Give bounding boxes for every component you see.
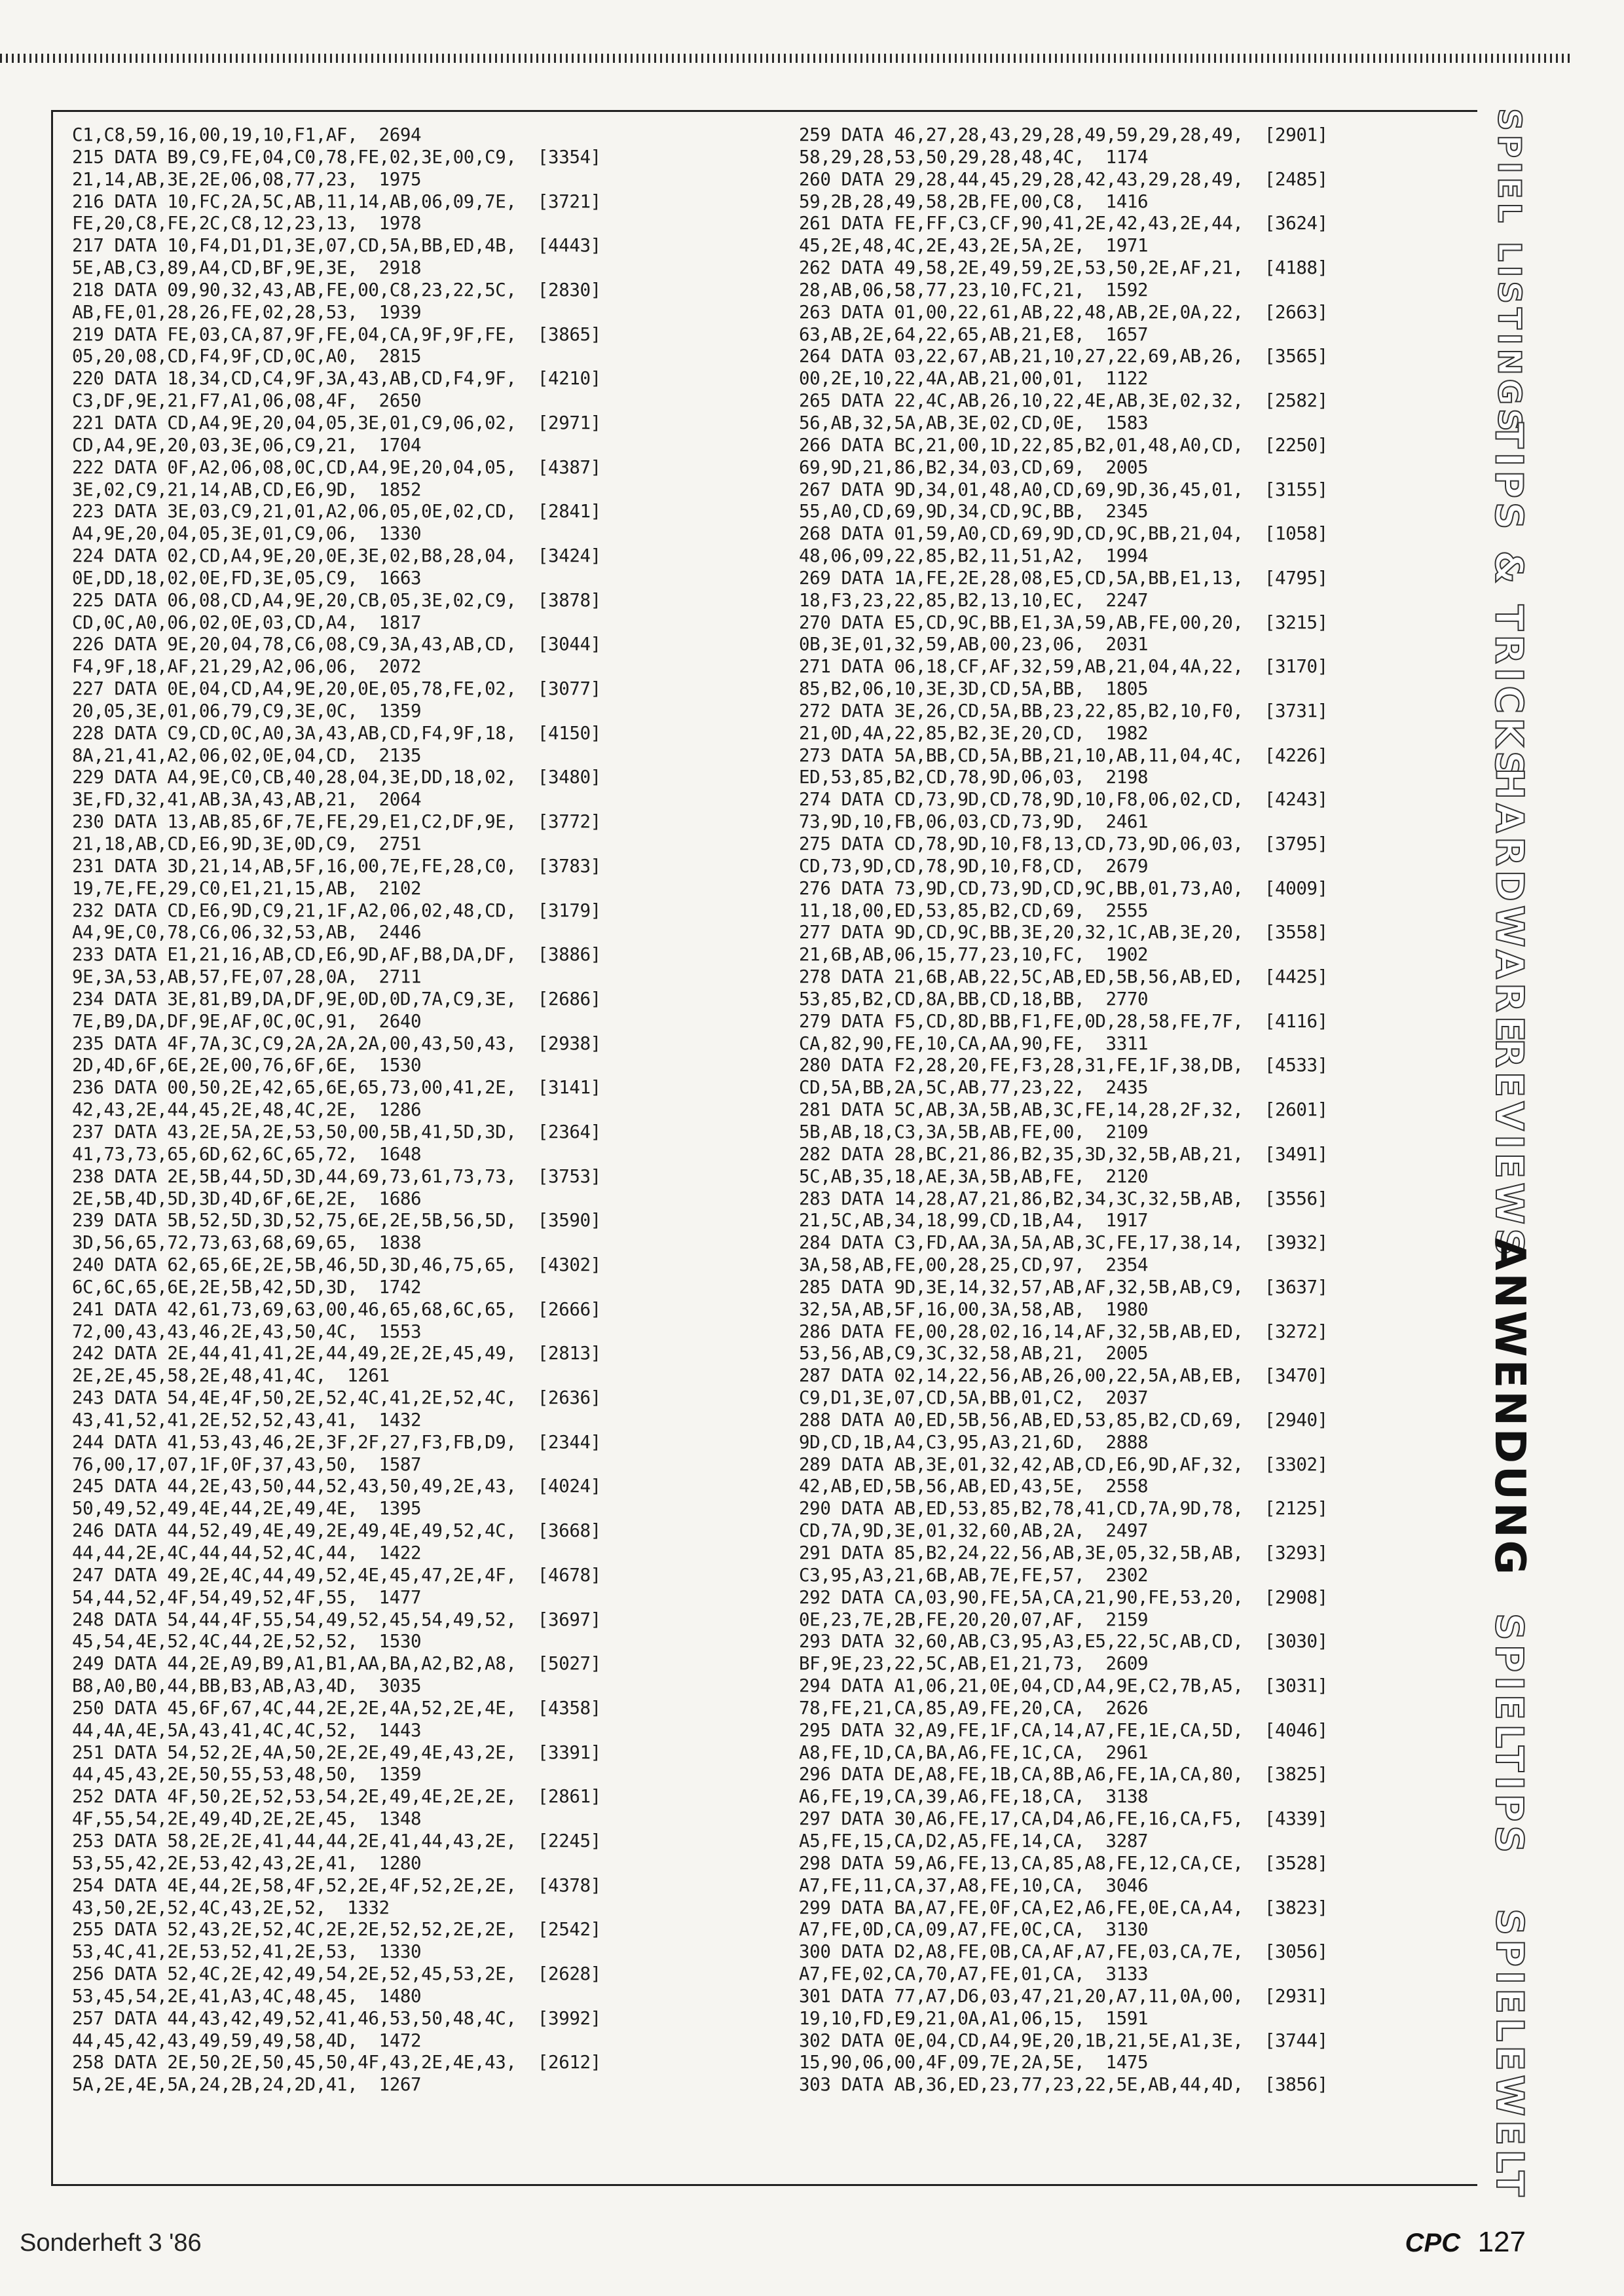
listing-line: A4,9E,C0,78,C6,06,32,53,AB, 2446 [72, 922, 422, 943]
listing-line: 302 DATA 0E,04,CD,A4,9E,20,1B,21,5E,A1,3E, [3744] [799, 2030, 1328, 2051]
listing-line: 267 DATA 9D,34,01,48,A0,CD,69,9D,36,45,01, [3155] [799, 479, 1328, 500]
listing-line: 285 DATA 9D,3E,14,32,57,AB,AF,32,5B,AB,C9, [3637] [799, 1276, 1328, 1298]
listing-line: 5B,AB,18,C3,3A,5B,AB,FE,00, 2109 [799, 1121, 1149, 1142]
listing-line: 15,90,06,00,4F,09,7E,2A,5E, 1475 [799, 2052, 1149, 2073]
listing-line: 9E,3A,53,AB,57,FE,07,28,0A, 2711 [72, 966, 422, 988]
listing-line: 252 DATA 4F,50,2E,52,53,54,2E,49,4E,2E,2E, [2861] [72, 1786, 601, 1808]
listing-line: 256 DATA 52,4C,2E,42,49,54,2E,52,45,53,2E, [2628] [72, 1963, 601, 1985]
listing-line: 278 DATA 21,6B,AB,22,5C,AB,ED,5B,56,AB,ED, [4425] [799, 966, 1328, 988]
sidebar-tab-label: ANWENDUNG [1485, 1237, 1534, 1578]
listing-line: 243 DATA 54,4E,4F,50,2E,52,4C,41,2E,52,4C, [2636] [72, 1387, 601, 1409]
sidebar-tab-label: SPIELTIPS [1487, 1613, 1532, 1857]
sidebar-tab-label: TIPS & TRICKS [1487, 422, 1532, 782]
sidebar-tab-label: HARDWARE [1487, 767, 1532, 1046]
magazine-logo: CPC [1405, 2229, 1461, 2257]
listing-line: 288 DATA A0,ED,5B,56,AB,ED,53,85,B2,CD,69, [2940] [799, 1409, 1328, 1430]
listing-line: 2D,4D,6F,6E,2E,00,76,6F,6E, 1530 [72, 1055, 422, 1076]
listing-line: 265 DATA 22,4C,AB,26,10,22,4E,AB,3E,02,32, [2582] [799, 390, 1328, 412]
listing-line: 272 DATA 3E,26,CD,5A,BB,23,22,85,B2,10,F0, [3731] [799, 700, 1328, 721]
listing-line: 28,AB,06,58,77,23,10,FC,21, 1592 [799, 279, 1149, 301]
listing-line: 50,49,52,49,4E,44,2E,49,4E, 1395 [72, 1498, 422, 1520]
listing-line: 76,00,17,07,1F,0F,37,43,50, 1587 [72, 1453, 422, 1475]
listing-line: 245 DATA 44,2E,43,50,44,52,43,50,49,2E,43, [4024] [72, 1476, 601, 1497]
listing-line: 219 DATA FE,03,CA,87,9F,FE,04,CA,9F,9F,FE, [3865] [72, 323, 601, 345]
listing-line: 225 DATA 06,08,CD,A4,9E,20,CB,05,3E,02,C9, [3878] [72, 589, 601, 611]
listing-line: 289 DATA AB,3E,01,32,42,AB,CD,E6,9D,AF,32, [3302] [799, 1453, 1328, 1475]
listing-line: 281 DATA 5C,AB,3A,5B,AB,3C,FE,14,28,2F,32, [2601] [799, 1099, 1328, 1121]
listing-line: 44,4A,4E,5A,43,41,4C,4C,52, 1443 [72, 1719, 422, 1741]
listing-line: 41,73,73,65,6D,62,6C,65,72, 1648 [72, 1143, 422, 1165]
listing-line: 21,14,AB,3E,2E,06,08,77,23, 1975 [72, 168, 422, 190]
listing-line: 3E,02,C9,21,14,AB,CD,E6,9D, 1852 [72, 479, 422, 500]
listing-line: 43,50,2E,52,4C,43,2E,52, 1332 [72, 1897, 390, 1918]
listing-line: 241 DATA 42,61,73,69,63,00,46,65,68,6C,65, [2666] [72, 1298, 601, 1320]
listing-line: 253 DATA 58,2E,2E,41,44,44,2E,41,44,43,2E, [2245] [72, 1830, 601, 1851]
page-footer [1405, 2226, 1526, 2259]
listing-line: 00,2E,10,22,4A,AB,21,00,01, 1122 [799, 368, 1149, 390]
listing-line: 301 DATA 77,A7,D6,03,47,21,20,A7,11,0A,00, [2931] [799, 1985, 1328, 2007]
listing-line: 5A,2E,4E,5A,24,2B,24,2D,41, 1267 [72, 2074, 422, 2096]
listing-line: 276 DATA 73,9D,CD,73,9D,CD,9C,BB,01,73,A0, [4009] [799, 877, 1328, 899]
listing-line: 223 DATA 3E,03,C9,21,01,A2,06,05,0E,02,CD, [2841] [72, 501, 601, 522]
listing-line: 63,AB,2E,64,22,65,AB,21,E8, 1657 [799, 323, 1149, 345]
listing-line: F4,9F,18,AF,21,29,A2,06,06, 2072 [72, 656, 422, 678]
listing-line: 44,45,42,43,49,59,49,58,4D, 1472 [72, 2030, 422, 2051]
listing-line: 277 DATA 9D,CD,9C,BB,3E,20,32,1C,AB,3E,20, [3558] [799, 922, 1328, 943]
listing-line: 3D,56,65,72,73,63,68,69,65, 1838 [72, 1232, 422, 1254]
listing-line: 55,A0,CD,69,9D,34,CD,9C,BB, 2345 [799, 501, 1149, 522]
listing-line: 300 DATA D2,A8,FE,0B,CA,AF,A7,FE,03,CA,7E, [3056] [799, 1941, 1328, 1963]
listing-line: 4F,55,54,2E,49,4D,2E,2E,45, 1348 [72, 1808, 422, 1830]
listing-line: 222 DATA 0F,A2,06,08,0C,CD,A4,9E,20,04,05, [4387] [72, 456, 601, 478]
listing-line: 268 DATA 01,59,A0,CD,69,9D,CD,9C,BB,21,04, [1058] [799, 523, 1328, 545]
listing-line: A7,FE,02,CA,70,A7,FE,01,CA, 3133 [799, 1963, 1149, 1985]
listing-line: 229 DATA A4,9E,C0,CB,40,28,04,3E,DD,18,02, [3480] [72, 767, 601, 788]
listing-line: 284 DATA C3,FD,AA,3A,5A,AB,3C,FE,17,38,14, [3932] [799, 1232, 1328, 1254]
listing-line: 19,10,FD,E9,21,0A,A1,06,15, 1591 [799, 2007, 1149, 2029]
listing-line: AB,FE,01,28,26,FE,02,28,53, 1939 [72, 301, 422, 323]
listing-line: C1,C8,59,16,00,19,10,F1,AF, 2694 [72, 124, 422, 145]
listing-line: 2E,2E,45,58,2E,48,41,4C, 1261 [72, 1365, 390, 1387]
listing-line: C9,D1,3E,07,CD,5A,BB,01,C2, 2037 [799, 1387, 1149, 1409]
listing-line: 21,6B,AB,06,15,77,23,10,FC, 1902 [799, 944, 1149, 966]
listing-line: 53,45,54,2E,41,A3,4C,48,45, 1480 [72, 1985, 422, 2007]
listing-line: 3E,FD,32,41,AB,3A,43,AB,21, 2064 [72, 789, 422, 811]
listing-column-left [72, 124, 766, 2096]
listing-line: 53,55,42,2E,53,42,43,2E,41, 1280 [72, 1852, 422, 1874]
listing-line: 78,FE,21,CA,85,A9,FE,20,CA, 2626 [799, 1697, 1149, 1719]
top-rule [0, 54, 1572, 63]
listing-line: 297 DATA 30,A6,FE,17,CA,D4,A6,FE,16,CA,F5, [4339] [799, 1808, 1328, 1830]
listing-line: 270 DATA E5,CD,9C,BB,E1,3A,59,AB,FE,00,20, [3215] [799, 611, 1328, 633]
listing-line: 21,0D,4A,22,85,B2,3E,20,CD, 1982 [799, 722, 1149, 744]
sidebar-tab[interactable] [1473, 422, 1545, 782]
listing-line: 294 DATA A1,06,21,0E,04,CD,A4,9E,C2,7B,A5, [3031] [799, 1675, 1328, 1697]
listing-line: 45,54,4E,52,4C,44,2E,52,52, 1530 [72, 1631, 422, 1652]
listing-line: 236 DATA 00,50,2E,42,65,6E,65,73,00,41,2E, [3141] [72, 1077, 601, 1099]
listing-line: 58,29,28,53,50,29,28,48,4C, 1174 [799, 146, 1149, 168]
listing-line: 247 DATA 49,2E,4C,44,49,52,4E,45,47,2E,4F, [4678] [72, 1564, 601, 1586]
listing-line: 44,44,2E,4C,44,44,52,4C,44, 1422 [72, 1542, 422, 1563]
listing-line: 11,18,00,ED,53,85,B2,CD,69, 2555 [799, 900, 1149, 921]
listing-line: 296 DATA DE,A8,FE,1B,CA,8B,A6,FE,1A,CA,80, [3825] [799, 1764, 1328, 1785]
listing-line: 72,00,43,43,46,2E,43,50,4C, 1553 [72, 1321, 422, 1342]
listing-line: 216 DATA 10,FC,2A,5C,AB,11,14,AB,06,09,7E, [3721] [72, 191, 601, 212]
sidebar-tab[interactable] [1473, 1908, 1545, 2200]
sidebar-tab[interactable] [1473, 1237, 1545, 1578]
listing-line: A8,FE,1D,CA,BA,A6,FE,1C,CA, 2961 [799, 1741, 1149, 1763]
listing-line: 250 DATA 45,6F,67,4C,44,2E,2E,4A,52,2E,4E, [4358] [72, 1697, 601, 1719]
listing-line: 21,18,AB,CD,E6,9D,3E,0D,C9, 2751 [72, 833, 422, 854]
listing-line: 260 DATA 29,28,44,45,29,28,42,43,29,28,49, [2485] [799, 168, 1328, 190]
listing-line: 254 DATA 4E,44,2E,58,4F,52,2E,4F,52,2E,2E, [4378] [72, 1874, 601, 1896]
listing-line: 283 DATA 14,28,A7,21,86,B2,34,3C,32,5B,AB, [3556] [799, 1188, 1328, 1209]
listing-line: 217 DATA 10,F4,D1,D1,3E,07,CD,5A,BB,ED,4B, [4443] [72, 235, 601, 257]
listing-line: 6C,6C,65,6E,2E,5B,42,5D,3D, 1742 [72, 1276, 422, 1298]
listing-line: 42,AB,ED,5B,56,AB,ED,43,5E, 2558 [799, 1476, 1149, 1497]
listing-line: 231 DATA 3D,21,14,AB,5F,16,00,7E,FE,28,C0, [3783] [72, 855, 601, 877]
page-number: 127 [1477, 2226, 1526, 2258]
listing-line: 295 DATA 32,A9,FE,1F,CA,14,A7,FE,1E,CA,5D, [4046] [799, 1719, 1328, 1741]
sidebar-tab-label: SPIELEWELT [1488, 1908, 1531, 2200]
listing-line: A4,9E,20,04,05,3E,01,C9,06, 1330 [72, 523, 422, 545]
listing-line: 290 DATA AB,ED,53,85,B2,78,41,CD,7A,9D,78, [2125] [799, 1498, 1328, 1520]
sidebar-tab-label: SPIEL LISTINGS [1491, 108, 1528, 435]
listing-line: CD,7A,9D,3E,01,32,60,AB,2A, 2497 [799, 1520, 1149, 1542]
listing-line: 69,9D,21,86,B2,34,03,CD,69, 2005 [799, 456, 1149, 478]
listing-line: C3,DF,9E,21,F7,A1,06,08,4F, 2650 [72, 390, 422, 412]
listing-line: 73,9D,10,FB,06,03,CD,73,9D, 2461 [799, 811, 1149, 833]
sidebar-tab-label: REVIEWS [1487, 1038, 1532, 1260]
listing-line: 5C,AB,35,18,AE,3A,5B,AB,FE, 2120 [799, 1165, 1149, 1187]
listing-line: 42,43,2E,44,45,2E,48,4C,2E, 1286 [72, 1099, 422, 1121]
listing-line: 230 DATA 13,AB,85,6F,7E,FE,29,E1,C2,DF,9E, [3772] [72, 811, 601, 833]
listing-line: 299 DATA BA,A7,FE,0F,CA,E2,A6,FE,0E,CA,A4, [3823] [799, 1897, 1328, 1918]
listing-line: 32,5A,AB,5F,16,00,3A,58,AB, 1980 [799, 1298, 1149, 1320]
listing-line: 244 DATA 41,53,43,46,2E,3F,2F,27,F3,FB,D9, [2344] [72, 1431, 601, 1453]
listing-line: A6,FE,19,CA,39,A6,FE,18,CA, 3138 [799, 1786, 1149, 1808]
listing-line: 2E,5B,4D,5D,3D,4D,6F,6E,2E, 1686 [72, 1188, 422, 1209]
listing-line: 280 DATA F2,28,20,FE,F3,28,31,FE,1F,38,DB, [4533] [799, 1055, 1328, 1076]
listing-line: 237 DATA 43,2E,5A,2E,53,50,00,5B,41,5D,3D, [2364] [72, 1121, 601, 1142]
listing-line: 287 DATA 02,14,22,56,AB,26,00,22,5A,AB,EB, [3470] [799, 1365, 1328, 1387]
listing-line: 20,05,3E,01,06,79,C9,3E,0C, 1359 [72, 700, 422, 721]
listing-line: 262 DATA 49,58,2E,49,59,2E,53,50,2E,AF,21, [4188] [799, 257, 1328, 279]
listing-line: 275 DATA CD,78,9D,10,F8,13,CD,73,9D,06,03, [3795] [799, 833, 1328, 854]
listing-line: CD,5A,BB,2A,5C,AB,77,23,22, 2435 [799, 1077, 1149, 1099]
sidebar-tab[interactable] [1473, 1034, 1545, 1264]
listing-line: 234 DATA 3E,81,B9,DA,DF,9E,0D,0D,7A,C9,3E, [2686] [72, 988, 601, 1010]
listing-line: 7E,B9,DA,DF,9E,AF,0C,0C,91, 2640 [72, 1010, 422, 1032]
listing-line: 273 DATA 5A,BB,CD,5A,BB,21,10,AB,11,04,4C, [4226] [799, 744, 1328, 766]
listing-line: CA,82,90,FE,10,CA,AA,90,FE, 3311 [799, 1032, 1149, 1054]
listing-line: BF,9E,23,22,5C,AB,E1,21,73, 2609 [799, 1653, 1149, 1675]
listing-line: 255 DATA 52,43,2E,52,4C,2E,2E,52,52,2E,2E, [2542] [72, 1919, 601, 1941]
listing-line: 59,2B,28,49,58,2B,FE,00,C8, 1416 [799, 191, 1149, 212]
listing-line: 18,F3,23,22,85,B2,13,10,EC, 2247 [799, 589, 1149, 611]
listing-line: 21,5C,AB,34,18,99,CD,1B,A4, 1917 [799, 1210, 1149, 1231]
listing-line: 44,45,43,2E,50,55,53,48,50, 1359 [72, 1764, 422, 1785]
listing-line: 269 DATA 1A,FE,2E,28,08,E5,CD,5A,BB,E1,13, [4795] [799, 567, 1328, 589]
listing-line: A7,FE,11,CA,37,A8,FE,10,CA, 3046 [799, 1874, 1149, 1896]
listing-line: 19,7E,FE,29,C0,E1,21,15,AB, 2102 [72, 877, 422, 899]
listing-line: 298 DATA 59,A6,FE,13,CA,85,A8,FE,12,CA,CE, [3528] [799, 1852, 1328, 1874]
listing-line: 303 DATA AB,36,ED,23,77,23,22,5E,AB,44,4D, [3856] [799, 2074, 1328, 2096]
section-sidebar [1473, 108, 1545, 2200]
listing-line: 53,56,AB,C9,3C,32,58,AB,21, 2005 [799, 1343, 1149, 1364]
listing-line: 264 DATA 03,22,67,AB,21,10,27,22,69,AB,26, [3565] [799, 346, 1328, 367]
listing-line: 8A,21,41,A2,06,02,0E,04,CD, 2135 [72, 744, 422, 766]
listing-line: 246 DATA 44,52,49,4E,49,2E,49,4E,49,52,4C, [3668] [72, 1520, 601, 1542]
listing-line: 226 DATA 9E,20,04,78,C6,08,C9,3A,43,AB,CD, [3044] [72, 634, 601, 655]
listing-line: 53,4C,41,2E,53,52,41,2E,53, 1330 [72, 1941, 422, 1963]
listing-line: A7,FE,0D,CA,09,A7,FE,0C,CA, 3130 [799, 1919, 1149, 1941]
listing-line: 43,41,52,41,2E,52,52,43,41, 1432 [72, 1409, 422, 1430]
listing-line: CD,0C,A0,06,02,0E,03,CD,A4, 1817 [72, 611, 422, 633]
listing-line: 248 DATA 54,44,4F,55,54,49,52,45,54,49,52, [3697] [72, 1609, 601, 1630]
listing-line: 233 DATA E1,21,16,AB,CD,E6,9D,AF,B8,DA,DF, [3886] [72, 944, 601, 966]
listing-line: 3A,58,AB,FE,00,28,25,CD,97, 2354 [799, 1254, 1149, 1276]
listing-line: 0B,3E,01,32,59,AB,00,23,06, 2031 [799, 634, 1149, 655]
listing-line: 53,85,B2,CD,8A,BB,CD,18,BB, 2770 [799, 988, 1149, 1010]
listing-line: 45,2E,48,4C,2E,43,2E,5A,2E, 1971 [799, 235, 1149, 257]
sidebar-tab[interactable] [1473, 767, 1545, 1046]
listing-line: 224 DATA 02,CD,A4,9E,20,0E,3E,02,B8,28,04, [3424] [72, 545, 601, 567]
listing-line: 271 DATA 06,18,CF,AF,32,59,AB,21,04,4A,22, [3170] [799, 656, 1328, 678]
listing-line: 218 DATA 09,90,32,43,AB,FE,00,C8,23,22,5C, [2830] [72, 279, 601, 301]
listing-line: 274 DATA CD,73,9D,CD,78,9D,10,F8,06,02,CD, [4243] [799, 789, 1328, 811]
listing-line: B8,A0,B0,44,BB,B3,AB,A3,4D, 3035 [72, 1675, 422, 1697]
listing-line: 05,20,08,CD,F4,9F,CD,0C,A0, 2815 [72, 346, 422, 367]
listing-line: 48,06,09,22,85,B2,11,51,A2, 1994 [799, 545, 1149, 567]
listing-line: 263 DATA 01,00,22,61,AB,22,48,AB,2E,0A,22, [2663] [799, 301, 1328, 323]
listing-line: 220 DATA 18,34,CD,C4,9F,3A,43,AB,CD,F4,9F, [4210] [72, 368, 601, 390]
listing-line: C3,95,A3,21,6B,AB,7E,FE,57, 2302 [799, 1564, 1149, 1586]
listing-line: 0E,23,7E,2B,FE,20,20,07,AF, 2159 [799, 1609, 1149, 1630]
listing-line: CD,73,9D,CD,78,9D,10,F8,CD, 2679 [799, 855, 1149, 877]
listing-line: 259 DATA 46,27,28,43,29,28,49,59,29,28,49, [2901] [799, 124, 1328, 145]
listing-line: A5,FE,15,CA,D2,A5,FE,14,CA, 3287 [799, 1830, 1149, 1851]
listing-line: 215 DATA B9,C9,FE,04,C0,78,FE,02,3E,00,C9, [3354] [72, 146, 601, 168]
listing-line: 257 DATA 44,43,42,49,52,41,46,53,50,48,4C, [3992] [72, 2007, 601, 2029]
listing-line: 85,B2,06,10,3E,3D,CD,5A,BB, 1805 [799, 678, 1149, 700]
listing-line: 239 DATA 5B,52,5D,3D,52,75,6E,2E,5B,56,5D, [3590] [72, 1210, 601, 1231]
listing-line: CD,A4,9E,20,03,3E,06,C9,21, 1704 [72, 434, 422, 456]
listing-line: 56,AB,32,5A,AB,3E,02,CD,0E, 1583 [799, 412, 1149, 433]
listing-line: 261 DATA FE,FF,C3,CF,90,41,2E,42,43,2E,44, [3624] [799, 213, 1328, 234]
listing-line: 221 DATA CD,A4,9E,20,04,05,3E,01,C9,06,02, [2971] [72, 412, 601, 433]
listing-line: 258 DATA 2E,50,2E,50,45,50,4F,43,2E,4E,43, [2612] [72, 2052, 601, 2073]
listing-line: FE,20,C8,FE,2C,C8,12,23,13, 1978 [72, 213, 422, 234]
listing-line: 240 DATA 62,65,6E,2E,5B,46,5D,3D,46,75,65, [4302] [72, 1254, 601, 1276]
listing-line: 227 DATA 0E,04,CD,A4,9E,20,0E,05,78,FE,02, [3077] [72, 678, 601, 700]
issue-label: Sonderheft 3 '86 [20, 2229, 202, 2257]
listing-line: 54,44,52,4F,54,49,52,4F,55, 1477 [72, 1586, 422, 1608]
listing-column-right [799, 124, 1493, 2096]
listing-line: 238 DATA 2E,5B,44,5D,3D,44,69,73,61,73,73, [3753] [72, 1165, 601, 1187]
listing-line: 235 DATA 4F,7A,3C,C9,2A,2A,2A,00,43,50,43, [2938] [72, 1032, 601, 1054]
listing-line: 282 DATA 28,BC,21,86,B2,35,3D,32,5B,AB,21, [3491] [799, 1143, 1328, 1165]
sidebar-tab[interactable] [1473, 108, 1545, 435]
listing-line: 286 DATA FE,00,28,02,16,14,AF,32,5B,AB,ED, [3272] [799, 1321, 1328, 1342]
listing-line: 232 DATA CD,E6,9D,C9,21,1F,A2,06,02,48,CD, [3179] [72, 900, 601, 921]
listing-line: 249 DATA 44,2E,A9,B9,A1,B1,AA,BA,A2,B2,A8, [5027] [72, 1653, 601, 1675]
listing-line: 9D,CD,1B,A4,C3,95,A3,21,6D, 2888 [799, 1431, 1149, 1453]
listing-line: 251 DATA 54,52,2E,4A,50,2E,2E,49,4E,43,2E, [3391] [72, 1741, 601, 1763]
listing-line: 228 DATA C9,CD,0C,A0,3A,43,AB,CD,F4,9F,18, [4150] [72, 722, 601, 744]
listing-line: 266 DATA BC,21,00,1D,22,85,B2,01,48,A0,CD, [2250] [799, 434, 1328, 456]
sidebar-tab[interactable] [1473, 1552, 1545, 1918]
listing-line: 279 DATA F5,CD,8D,BB,F1,FE,0D,28,58,FE,7F, [4116] [799, 1010, 1328, 1032]
listing-line: 0E,DD,18,02,0E,FD,3E,05,C9, 1663 [72, 567, 422, 589]
listing-line: 242 DATA 2E,44,41,41,2E,44,49,2E,2E,45,49, [2813] [72, 1343, 601, 1364]
listing-line: 291 DATA 85,B2,24,22,56,AB,3E,05,32,5B,AB, [3293] [799, 1542, 1328, 1563]
listing-line: ED,53,85,B2,CD,78,9D,06,03, 2198 [799, 767, 1149, 788]
listing-line: 293 DATA 32,60,AB,C3,95,A3,E5,22,5C,AB,CD, [3030] [799, 1631, 1328, 1652]
listing-line: 5E,AB,C3,89,A4,CD,BF,9E,3E, 2918 [72, 257, 422, 279]
listing-line: 292 DATA CA,03,90,FE,5A,CA,21,90,FE,53,20, [2908] [799, 1586, 1328, 1608]
